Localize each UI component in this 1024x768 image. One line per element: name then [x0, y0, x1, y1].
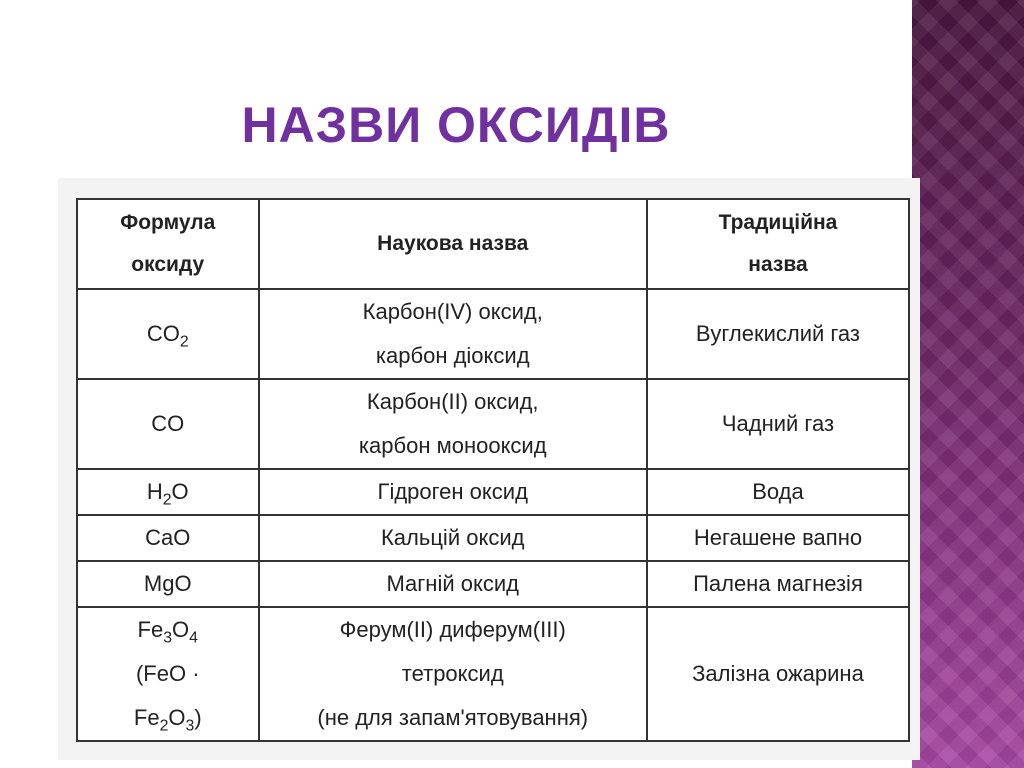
table-row [77, 607, 909, 741]
oxide-names-table [76, 198, 910, 742]
formula-cell: $Fe_3O_4$ (FeO · $Fe_2O_3$) [77, 607, 259, 741]
table-row [77, 289, 909, 379]
traditional-name-cell: Палена магнезія [647, 561, 909, 607]
slide-title: НАЗВИ ОКСИДІВ [241, 97, 671, 153]
decorative-side-band [912, 0, 1024, 768]
traditional-name-cell: Чадний газ [647, 379, 909, 469]
formula-cell: MgO [77, 561, 259, 607]
traditional-name-cell: Вода [647, 469, 909, 515]
scientific-name-cell: Карбон(IV) оксид, карбон діоксид [259, 289, 647, 379]
traditional-name-cell: Негашене вапно [647, 515, 909, 561]
formula-cell: CO [77, 379, 259, 469]
header-scientific-name: Наукова назва [259, 199, 647, 289]
traditional-name-cell: Залізна ожарина [647, 607, 909, 741]
traditional-name-cell: Вуглекислий газ [647, 289, 909, 379]
scientific-name-cell: Карбон(II) оксид, карбон монооксид [259, 379, 647, 469]
scientific-name-cell: Магній оксид [259, 561, 647, 607]
header-traditional-name: Традиційна назва [647, 199, 909, 289]
header-formula: Формула оксиду [77, 199, 259, 289]
scientific-name-cell: Кальцій оксид [259, 515, 647, 561]
table-row [77, 469, 909, 515]
formula-cell: $H_2O$ [77, 469, 259, 515]
formula-cell: CaO [77, 515, 259, 561]
table-row [77, 379, 909, 469]
scientific-name-cell: Гідроген оксид [259, 469, 647, 515]
formula-cell: $CO_2$ [77, 289, 259, 379]
table-header-row [77, 199, 909, 289]
table-row [77, 561, 909, 607]
oxide-table-image [58, 178, 920, 760]
table-row [77, 515, 909, 561]
scientific-name-cell: Ферум(II) диферум(III) тетроксид (не для запам'ятовування) [259, 607, 647, 741]
